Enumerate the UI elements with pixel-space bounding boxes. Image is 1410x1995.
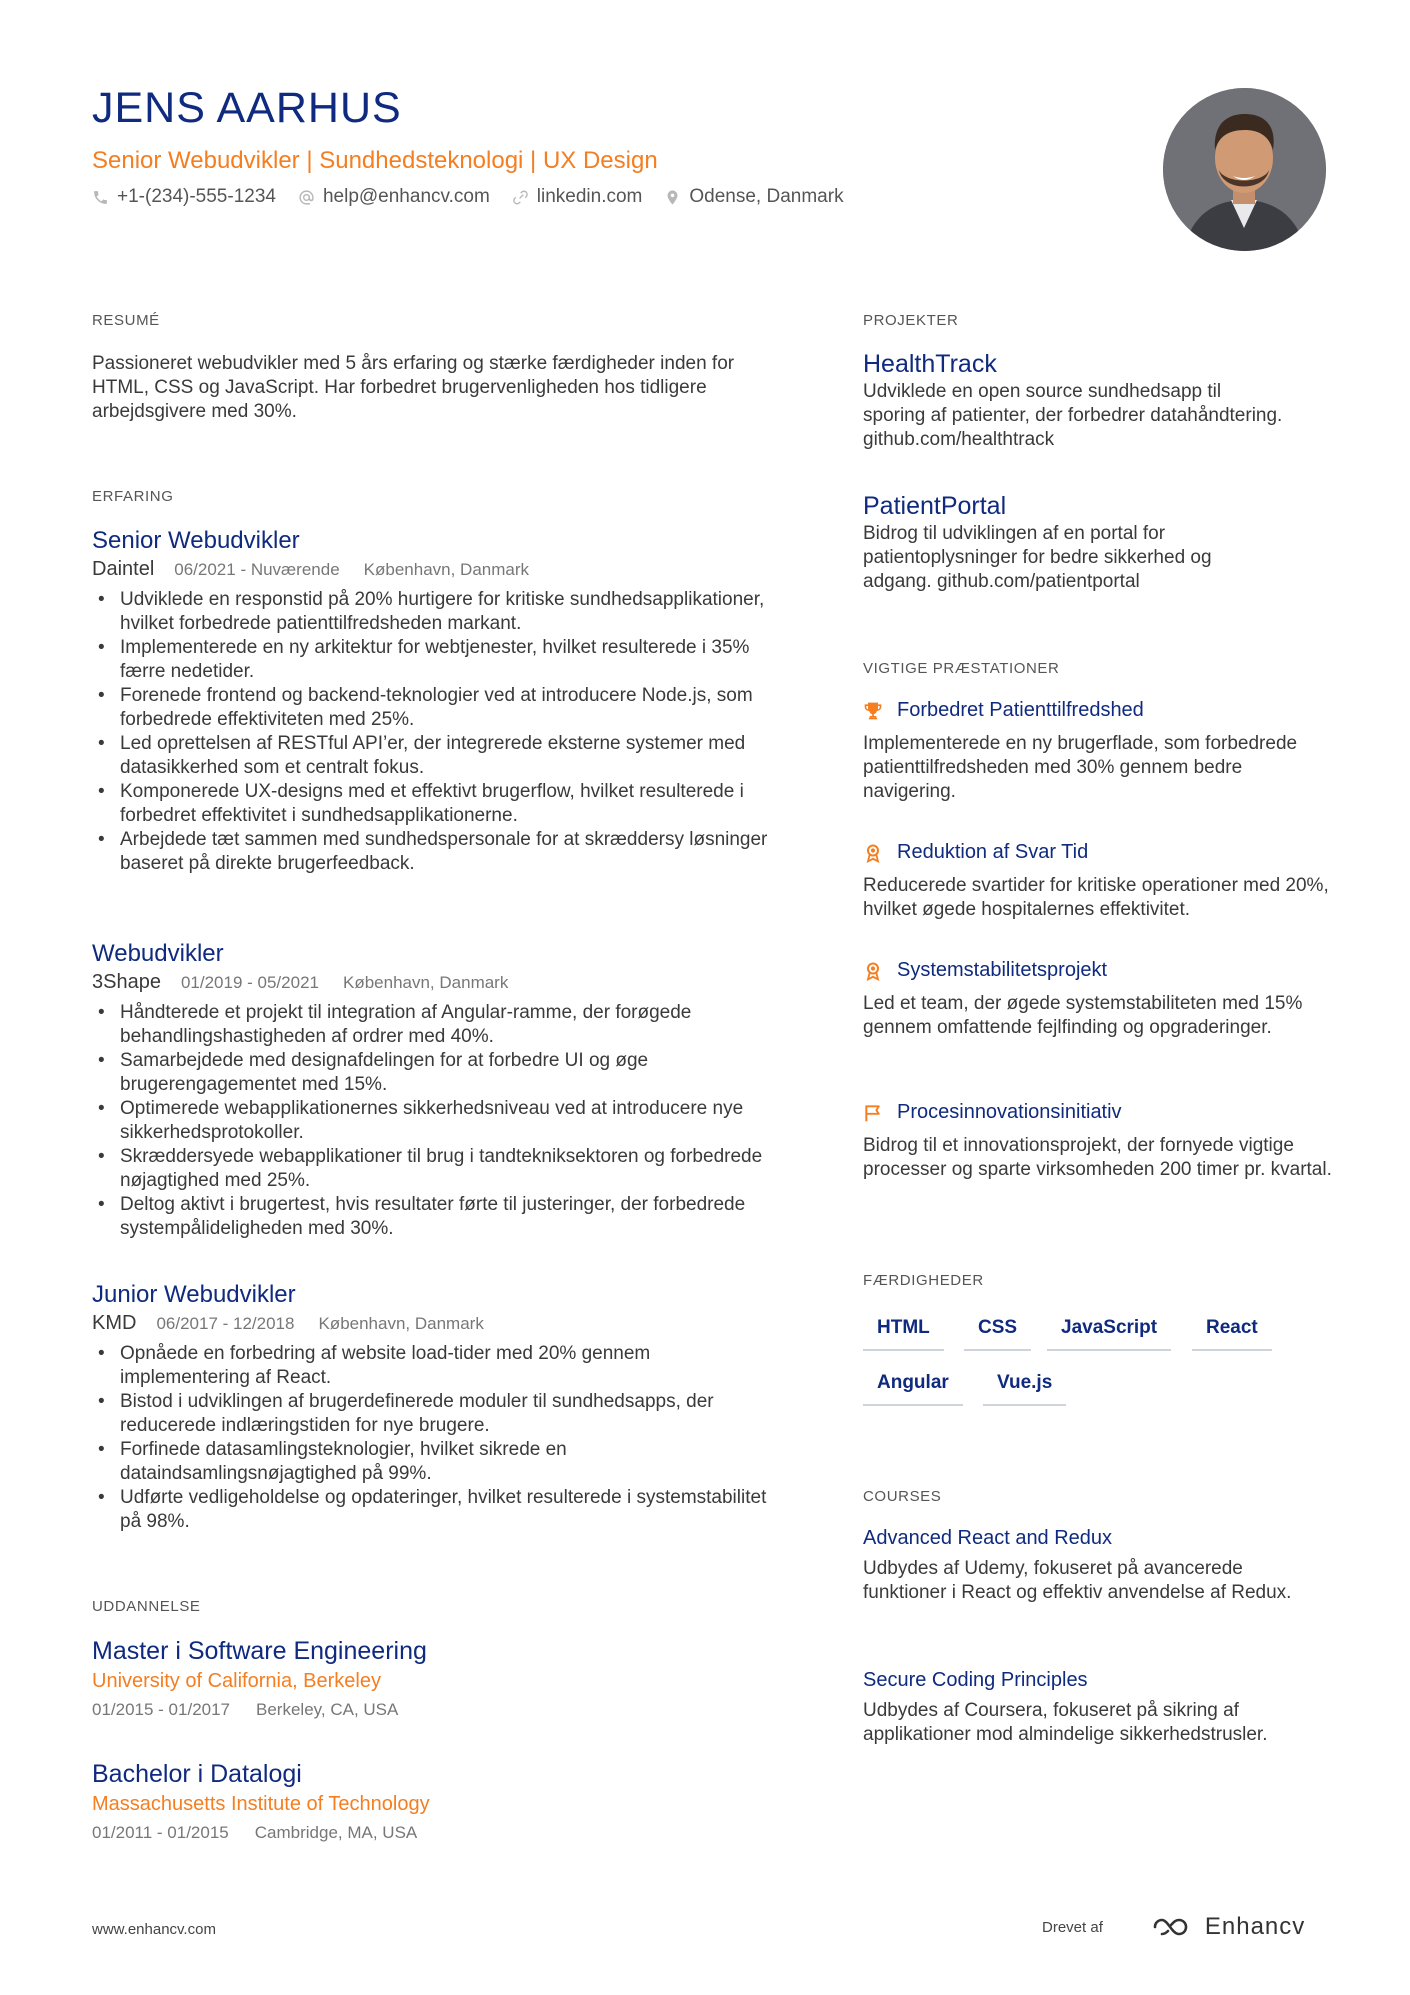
job-bullet: • Samarbejdede med designafdelingen for at forbedre UI og øge brugerengagementet med 15%. [92,1049,782,1097]
job-bullet: • Komponerede UX-designs med et effektivt brugerflow, hvilket resulterede i forbedret effektivitet i sundhedsapplikationerne. [92,780,782,828]
job-meta [92,558,529,581]
job-meta [92,971,508,994]
job-dates: 06/2021 - Nuværende [174,560,340,579]
achievement-title-text: Procesinnovationsinitiativ [897,1101,1122,1123]
job-bullet: • Håndterede et projekt til integration af Angular-ramme, der forøgede behandlingshastigheden af ordrer med 40%. [92,1001,782,1049]
contact-email[interactable] [298,186,490,208]
project-text: Bidrog til udviklingen af en portal for patientoplysninger for bedre sikkerhed og adgang. github.com/patientportal [863,523,1212,592]
course-text: Udbydes af Coursera, fokuseret på sikring af applikationer mod almindelige sikkerhedstrusler. [863,1700,1268,1745]
link-icon [512,189,529,206]
contact-location [664,186,843,208]
projects-heading: PROJEKTER [863,312,959,329]
education-degree: Bachelor i Datalogi [92,1760,302,1788]
project-text: Udviklede en open source sundhedsapp til sporing af patienter, der forbedrer datahåndtering. github.com/healthtrack [863,381,1283,450]
achievement-title [863,841,1088,864]
email-text: help@enhancv.com [322,186,490,207]
achievement-title-text: Systemstabilitetsprojekt [897,959,1108,981]
brand-logo[interactable] [1151,1913,1305,1941]
job-title: Senior Webudvikler [92,527,300,554]
skill-tag: Angular [863,1372,963,1406]
job-bullet: • Skræddersyede webapplikationer til brug i tandtekniksektoren og forbedrede nøjagtighed med 25%. [92,1145,782,1193]
skill-tag: HTML [863,1317,944,1351]
contact-phone[interactable] [92,186,276,208]
job-bullet: • Udførte vedligeholdelse og opdateringer, hvilket resulterede i systemstabilitet på 98%. [92,1486,782,1534]
job-bullets [92,588,782,876]
course-title: Advanced React and Redux [863,1527,1113,1549]
course-text: Udbydes af Udemy, fokuseret på avancerede funktioner i React og effektiv anvendelse af Redux. [863,1558,1292,1603]
location-pin-icon [664,189,681,206]
job-bullet: • Udviklede en responstid på 20% hurtigere for kritiske sundhedsapplikationer, hvilket forbedrede patienttilfredsheden markant. [92,588,782,636]
achievement-text: Implementerede en ny brugerflade, som forbedrede patienttilfredsheden med 30% gennem bedre navigering. [863,733,1298,802]
profile-photo [1163,88,1326,251]
education-meta [92,1700,398,1720]
education-school: Massachusetts Institute of Technology [92,1793,430,1815]
phone-icon [92,189,109,206]
achievement-text: Led et team, der øgede systemstabiliteten med 15% gennem omfattende fejlfinding og opgraderinger. [863,993,1303,1038]
education-location: Cambridge, MA, USA [254,1823,418,1842]
powered-by-label: Drevet af [1042,1918,1103,1936]
location-text: Odense, Danmark [689,186,844,207]
candidate-name: JENS AARHUS [92,84,402,132]
job-bullet: • Arbejdede tæt sammen med sundhedspersonale for at skræddersy løsninger baseret på direkte brugerfeedback. [92,828,782,876]
skill-tag: JavaScript [1047,1317,1171,1351]
skill-tag: React [1192,1317,1272,1351]
job-company: KMD [92,1312,137,1334]
project-title: PatientPortal [863,492,1007,520]
job-dates: 06/2017 - 12/2018 [156,1314,295,1333]
education-heading: UDDANNELSE [92,1598,201,1615]
linkedin-text: linkedin.com [536,186,643,207]
contact-bar [92,186,866,208]
at-icon [298,189,315,206]
job-bullet: • Forenede frontend og backend-teknologier ved at introducere Node.js, som forbedrede effektiviteten med 25%. [92,684,782,732]
job-title: Webudvikler [92,940,224,967]
job-bullet: • Forfinede datasamlingsteknologier, hvilket sikrede en dataindsamlingsnøjagtighed på 99%. [92,1438,782,1486]
skill-tag: Vue.js [983,1372,1066,1406]
achievements-heading: VIGTIGE PRÆSTATIONER [863,660,1060,677]
enhancv-logo-icon [1151,1915,1197,1939]
job-bullets [92,1001,782,1241]
achievement-title-text: Reduktion af Svar Tid [897,841,1089,863]
education-dates: 01/2011 - 01/2015 [92,1823,229,1842]
job-title: Junior Webudvikler [92,1281,296,1308]
candidate-subtitle: Senior Webudvikler | Sundhedsteknologi | UX Design [92,147,658,174]
experience-heading: ERFARING [92,488,174,505]
courses-heading: COURSES [863,1488,942,1505]
job-bullet: • Implementerede en ny arkitektur for webtjenester, hvilket resulterede i 35% færre nedetider. [92,636,782,684]
job-location: København, Danmark [318,1314,484,1333]
summary-heading: RESUMÉ [92,312,160,329]
course-title: Secure Coding Principles [863,1669,1088,1691]
brand-name: Enhancv [1204,1913,1306,1940]
education-dates: 01/2015 - 01/2017 [92,1700,231,1719]
achievement-text: Reducerede svartider for kritiske operationer med 20%, hvilket øgede hospitalernes effektivitet. [863,875,1329,920]
education-meta [92,1823,417,1843]
job-bullet: • Deltog aktivt i brugertest, hvis resultater førte til justeringer, der forbedrede systempålideligheden med 30%. [92,1193,782,1241]
skills-heading: FÆRDIGHEDER [863,1272,984,1289]
achievement-title [863,1101,1122,1124]
achievement-title-text: Forbedret Patienttilfredshed [897,699,1144,721]
flag-icon [863,1103,883,1123]
job-company: Daintel [92,558,155,580]
award-icon [863,961,883,981]
job-meta [92,1312,484,1335]
job-bullets [92,1342,782,1534]
footer-website[interactable]: www.enhancv.com [92,1921,216,1938]
job-location: København, Danmark [363,560,530,579]
footer-branding [1042,1913,1305,1941]
job-bullet: • Led oprettelsen af RESTful API’er, der integrerede eksterne systemer med datasikkerhed som et centralt fokus. [92,732,782,780]
job-dates: 01/2019 - 05/2021 [180,973,319,992]
achievement-title [863,699,1144,722]
achievement-text: Bidrog til et innovationsprojekt, der fornyede vigtige processer og sparte virksomheden 200 timer pr. kvartal. [863,1135,1332,1180]
job-bullet: • Bistod i udviklingen af brugerdefinerede moduler til sundhedsapps, der reducerede indlæringstiden for nye brugere. [92,1390,782,1438]
contact-linkedin[interactable] [512,186,643,208]
education-location: Berkeley, CA, USA [256,1700,399,1719]
education-school: University of California, Berkeley [92,1670,381,1692]
job-bullet: • Optimerede webapplikationernes sikkerhedsniveau ved at introducere nye sikkerhedsprotokoller. [92,1097,782,1145]
achievement-title [863,959,1107,982]
education-degree: Master i Software Engineering [92,1637,427,1665]
summary-text: Passioneret webudvikler med 5 års erfaring og stærke færdigheder inden for HTML, CSS og JavaScript. Har forbedret brugervenligheden hos tidligere arbejdsgivere med 30%. [92,353,735,422]
job-company: 3Shape [92,971,161,993]
award-icon [863,843,883,863]
job-location: København, Danmark [342,973,509,992]
phone-text: +1-(234)-555-1234 [117,186,276,207]
project-title: HealthTrack [863,350,997,378]
trophy-icon [863,701,883,721]
skill-tag: CSS [964,1317,1031,1351]
job-bullet: • Opnåede en forbedring af website load-tider med 20% gennem implementering af React. [92,1342,782,1390]
